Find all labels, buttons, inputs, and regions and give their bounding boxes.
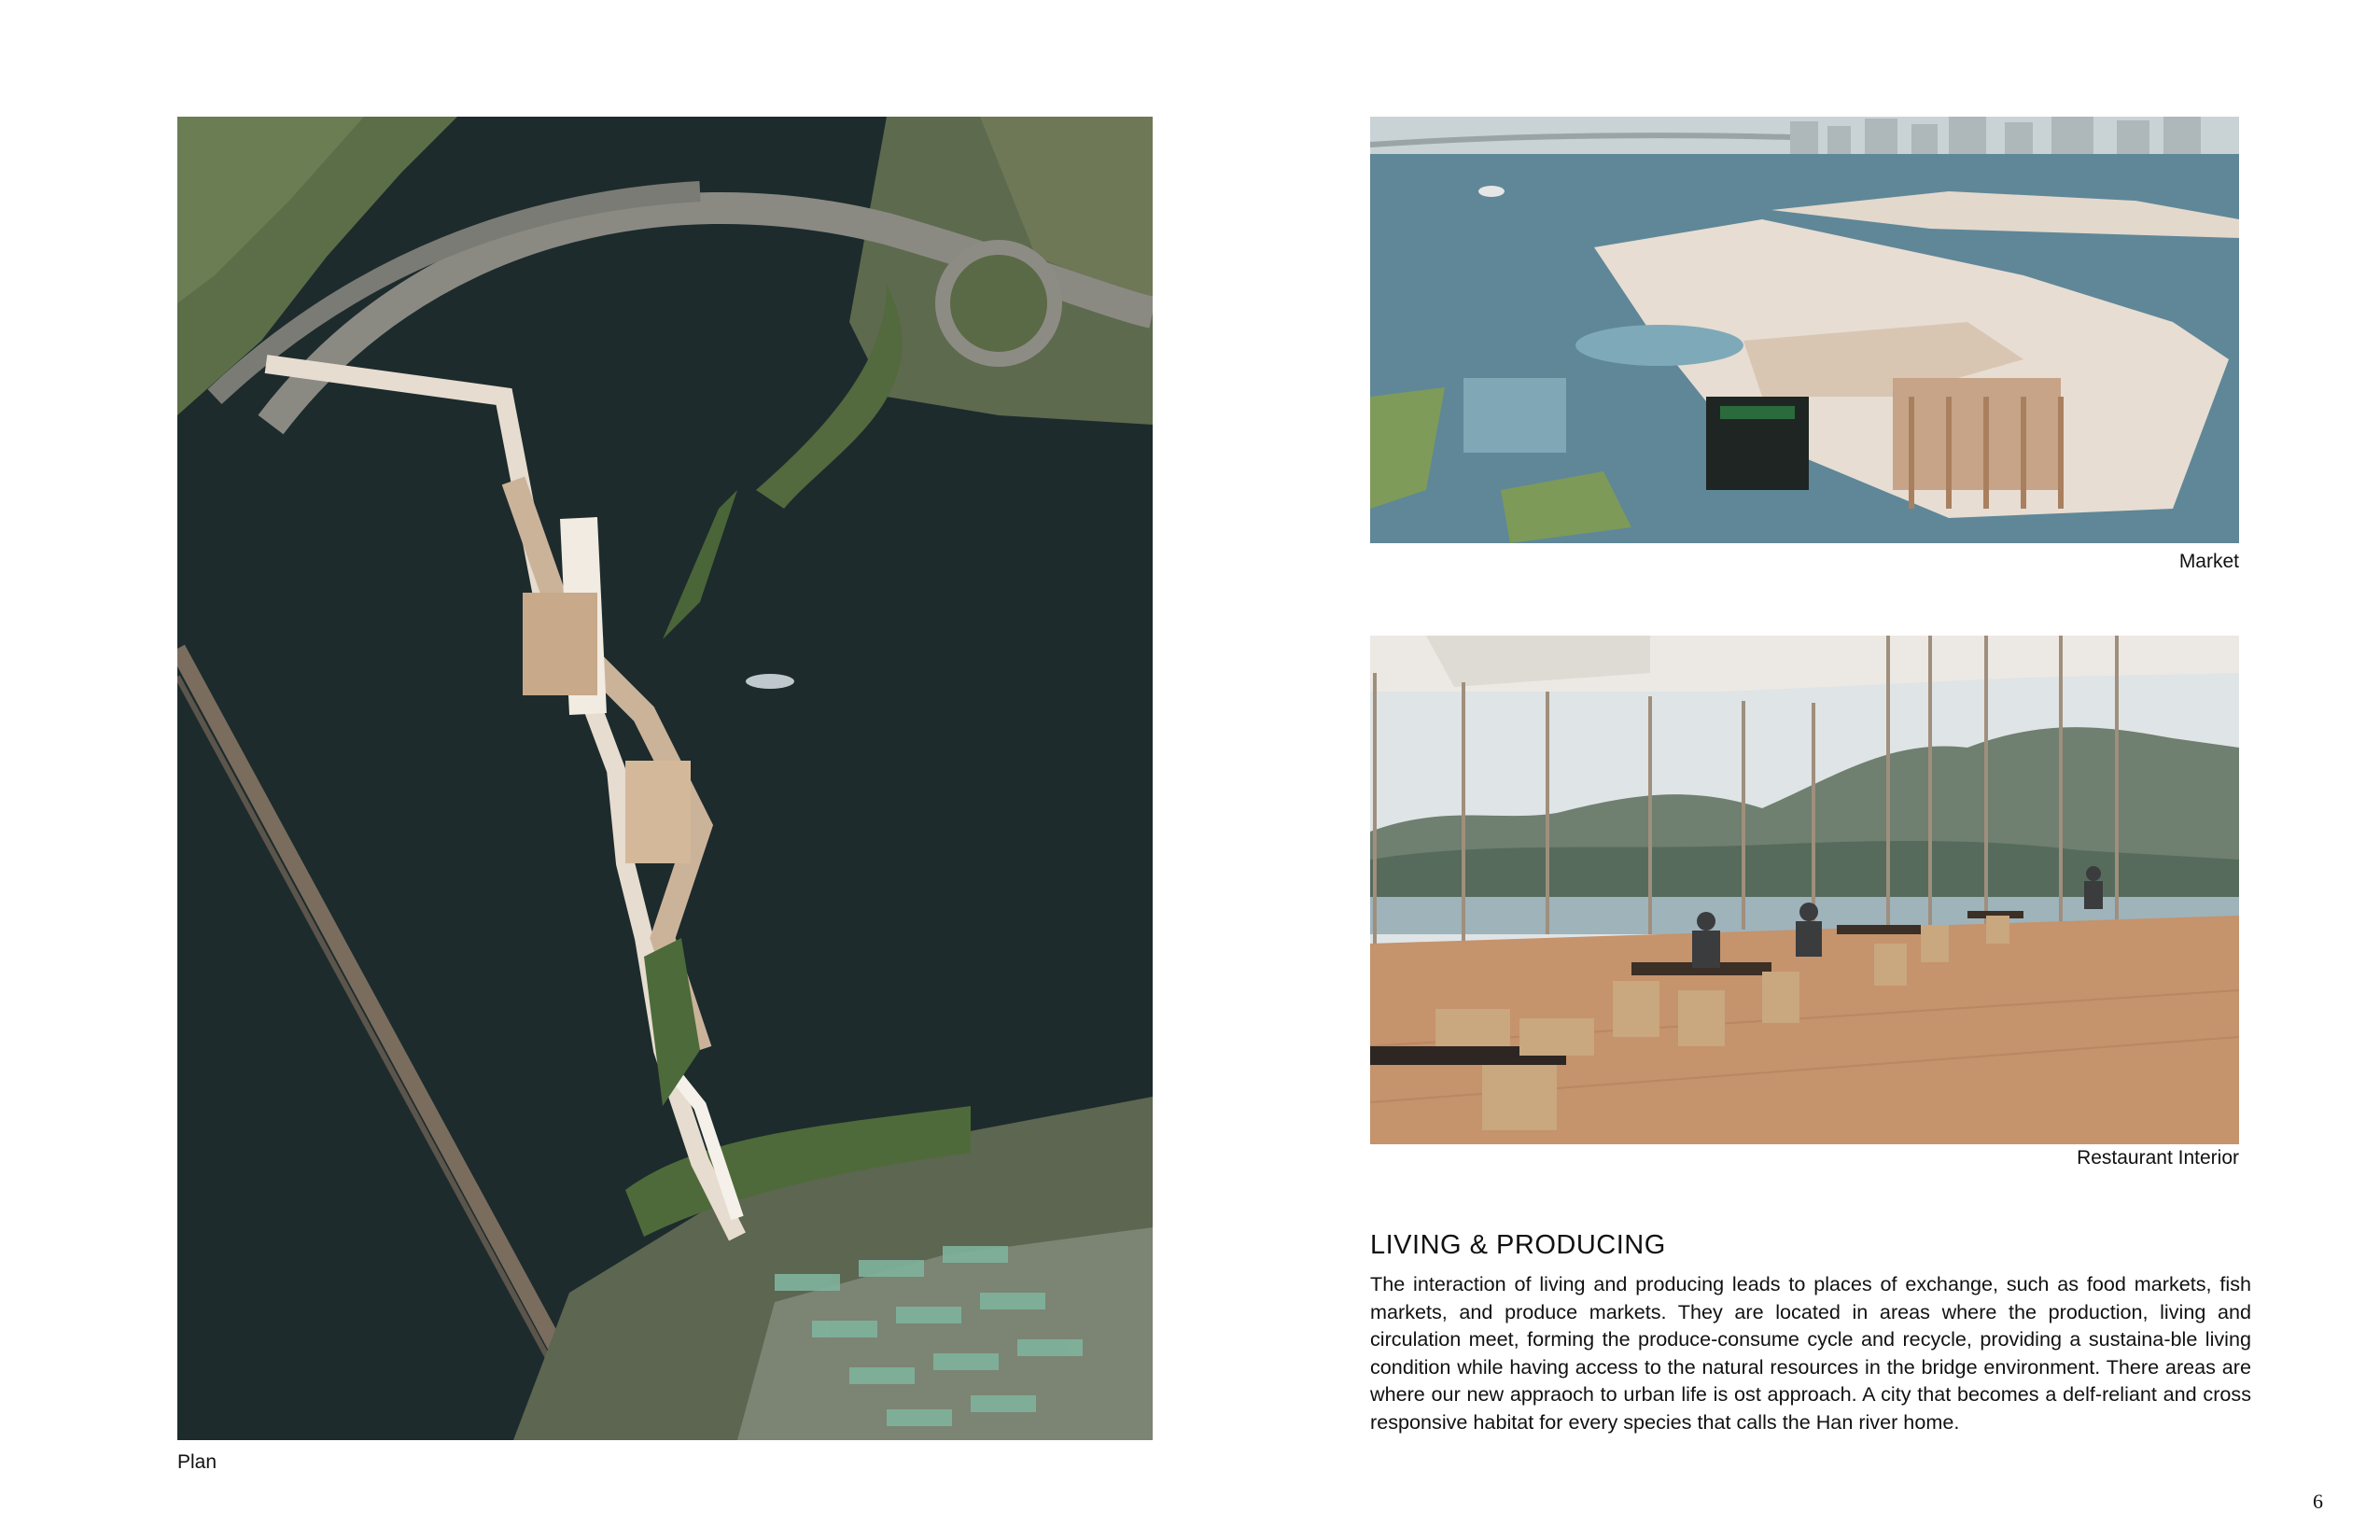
page-number: 6 xyxy=(2313,1490,2323,1513)
market-caption: Market xyxy=(2178,551,2239,572)
plan-caption: Plan xyxy=(177,1451,217,1473)
market-image xyxy=(1370,117,2239,543)
restaurant-interior-image xyxy=(1370,636,2239,1144)
section-body: The interaction of living and producing leads to places of exchange, such as food markets, fish markets, and produce markets. They are located in areas where the production, living and circulation meet, forming the produce-consume cycle and recycle, providing a sustaina-ble living condition while having access to the natural resources in the bridge environment. There areas are where our new appraoch to urban life is ost approach. A city that becomes a delf-reliant and cross responsive habitat for every species that calls the Han river home. xyxy=(1370,1272,2251,1434)
section-heading: LIVING & PRODUCING xyxy=(1370,1230,1666,1260)
restaurant-caption: Restaurant Interior xyxy=(2077,1147,2239,1169)
plan-image xyxy=(177,117,1153,1440)
